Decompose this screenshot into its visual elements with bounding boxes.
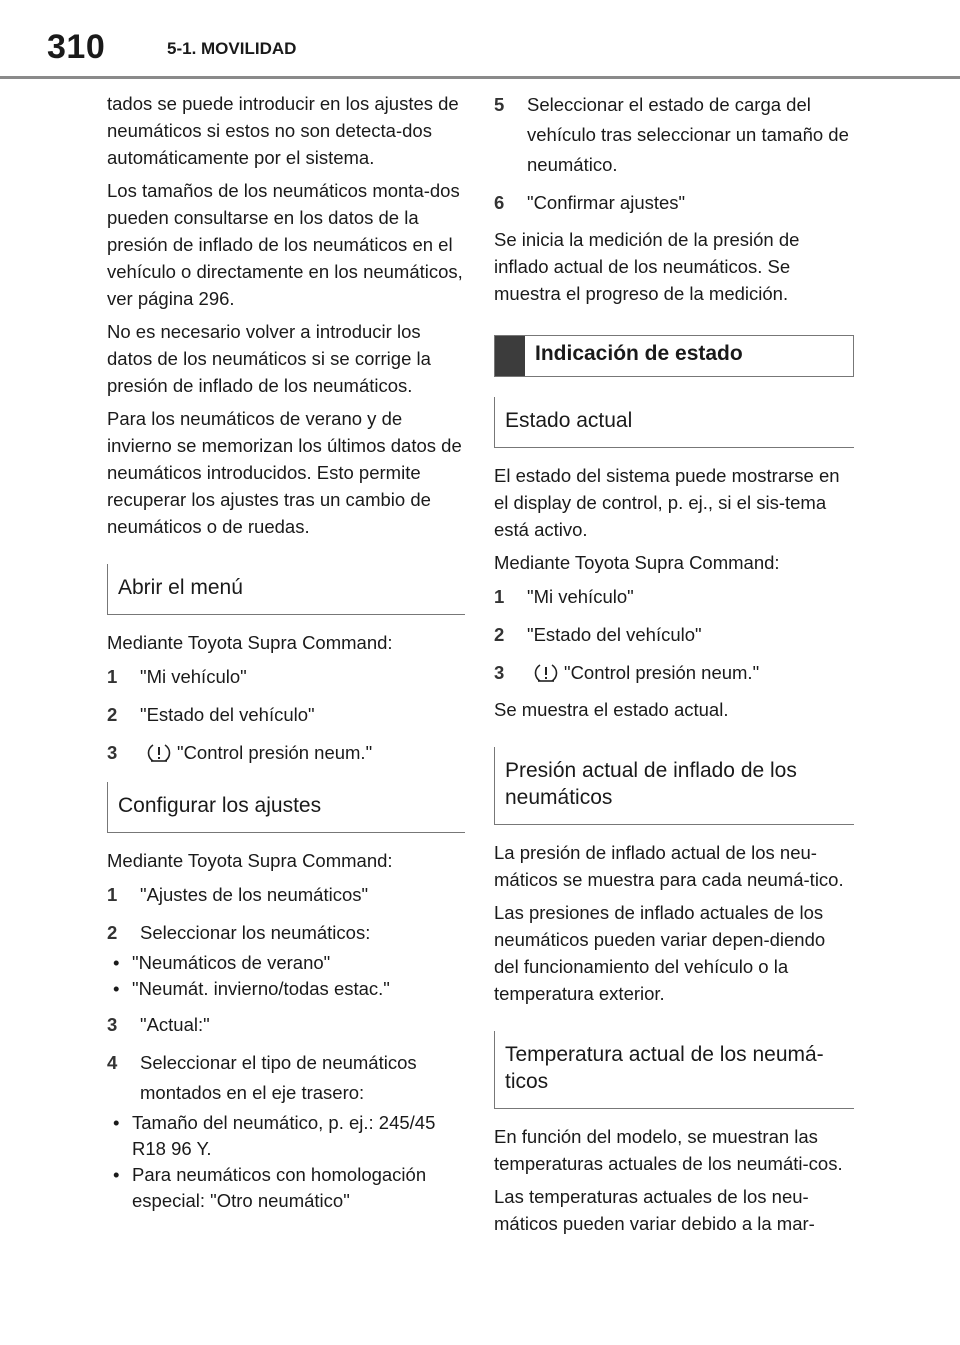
- subheading-current-state: Estado actual: [494, 397, 854, 448]
- list-item: • Tamaño del neumático, p. ej.: 245/45 R18 96 Y.: [107, 1110, 465, 1162]
- bullet-list: [107, 1110, 465, 1214]
- paragraph: Mediante Toyota Supra Command:: [494, 552, 780, 573]
- step-item: [107, 918, 465, 948]
- step-text: "Mi vehículo": [527, 586, 634, 607]
- step-item: [494, 658, 854, 688]
- step-number: 2: [494, 624, 505, 645]
- paragraph: Para los neumáticos de verano y de invierno se memorizan los últimos datos de neumáticos introducidos. Esto permite recuperar los ajustes tras un cambio de neumáticos o de ruedas.: [107, 408, 462, 537]
- step-item: [107, 1048, 465, 1108]
- paragraph: Mediante Toyota Supra Command:: [107, 632, 393, 653]
- list-item: • "Neumáticos de verano": [107, 950, 465, 976]
- right-column: [494, 90, 854, 1243]
- step-text: "Actual:": [140, 1014, 210, 1035]
- step-text: "Estado del vehículo": [140, 704, 315, 725]
- step-item: [494, 188, 854, 218]
- step-text: "Estado del vehículo": [527, 624, 702, 645]
- step-text: "Ajustes de los neumáticos": [140, 884, 369, 905]
- step-text: "Confirmar ajustes": [527, 192, 686, 213]
- step-item: [107, 700, 465, 730]
- paragraph: Se muestra el estado actual.: [494, 699, 729, 720]
- step-item: [107, 738, 465, 768]
- step-number: 2: [107, 704, 118, 725]
- paragraph: Las temperaturas actuales de los neu-máticos pueden variar debido a la mar-: [494, 1186, 815, 1234]
- step-text: Seleccionar el estado de carga del vehículo tras seleccionar un tamaño de neumático.: [527, 94, 849, 175]
- tire-pressure-warning-icon: [533, 663, 559, 683]
- step-number: 6: [494, 192, 505, 213]
- paragraph: tados se puede introducir en los ajustes de neumáticos si estos no son detecta-dos automáticamente por el sistema.: [107, 93, 459, 168]
- block-heading-text: Indicación de estado: [535, 342, 743, 365]
- step-text: "Control presión neum.": [564, 662, 760, 683]
- step-number: 3: [107, 742, 118, 763]
- step-item: [107, 1010, 465, 1040]
- subheading-open-menu: Abrir el menú: [107, 564, 465, 615]
- list-item: • Para neumáticos con homologación especial: "Otro neumático": [107, 1162, 465, 1214]
- step-item: [494, 620, 854, 650]
- header-divider: [0, 76, 960, 79]
- paragraph: Mediante Toyota Supra Command:: [107, 850, 393, 871]
- step-text: "Mi vehículo": [140, 666, 247, 687]
- subheading-configure: Configurar los ajustes: [107, 782, 465, 833]
- subheading-temperature: Temperatura actual de los neumá-ticos: [494, 1031, 854, 1109]
- step-number: 3: [107, 1014, 118, 1035]
- step-number: 1: [107, 666, 118, 687]
- step-text: Seleccionar el tipo de neumáticos montados en el eje trasero:: [140, 1052, 417, 1103]
- left-column: [107, 90, 465, 1222]
- list-item: • "Neumát. invierno/todas estac.": [107, 976, 465, 1002]
- step-number: 2: [107, 922, 118, 943]
- subheading-pressure: Presión actual de inflado de los neumáticos: [494, 747, 854, 825]
- step-item: [494, 582, 854, 612]
- bullet-list: [107, 950, 465, 1002]
- step-item: [107, 880, 465, 910]
- tire-pressure-warning-icon: [146, 743, 172, 763]
- section-title: 5-1. MOVILIDAD: [167, 39, 297, 58]
- step-number: 4: [107, 1052, 118, 1073]
- paragraph: La presión de inflado actual de los neu-máticos se muestra para cada neumá-tico.: [494, 842, 844, 890]
- heading-bar: [495, 336, 525, 376]
- paragraph: Se inicia la medición de la presión de inflado actual de los neumáticos. Se muestra el progreso de la medición.: [494, 229, 800, 304]
- step-item: [107, 662, 465, 692]
- paragraph: Las presiones de inflado actuales de los neumáticos pueden variar depen-diendo del funcionamiento del vehículo o la temperatura exterior.: [494, 902, 826, 1004]
- step-text: "Control presión neum.": [177, 742, 373, 763]
- paragraph: No es necesario volver a introducir los datos de los neumáticos si se corrige la presión de inflado de los neumáticos.: [107, 321, 431, 396]
- block-heading: [494, 335, 854, 377]
- step-text: Seleccionar los neumáticos:: [140, 922, 371, 943]
- step-number: 1: [107, 884, 118, 905]
- paragraph: En función del modelo, se muestran las temperaturas actuales de los neumáti-cos.: [494, 1126, 843, 1174]
- page-number: 310: [47, 28, 106, 66]
- step-item: [494, 90, 854, 180]
- page-header: [0, 0, 960, 80]
- step-number: 1: [494, 586, 505, 607]
- paragraph: Los tamaños de los neumáticos monta-dos pueden consultarse en los datos de la presión de inflado de los neumáticos en el vehículo o directamente en los neumáticos, ver página 296.: [107, 180, 463, 309]
- step-number: 3: [494, 662, 505, 683]
- paragraph: El estado del sistema puede mostrarse en el display de control, p. ej., si el sis-tema está activo.: [494, 465, 840, 540]
- step-number: 5: [494, 94, 505, 115]
